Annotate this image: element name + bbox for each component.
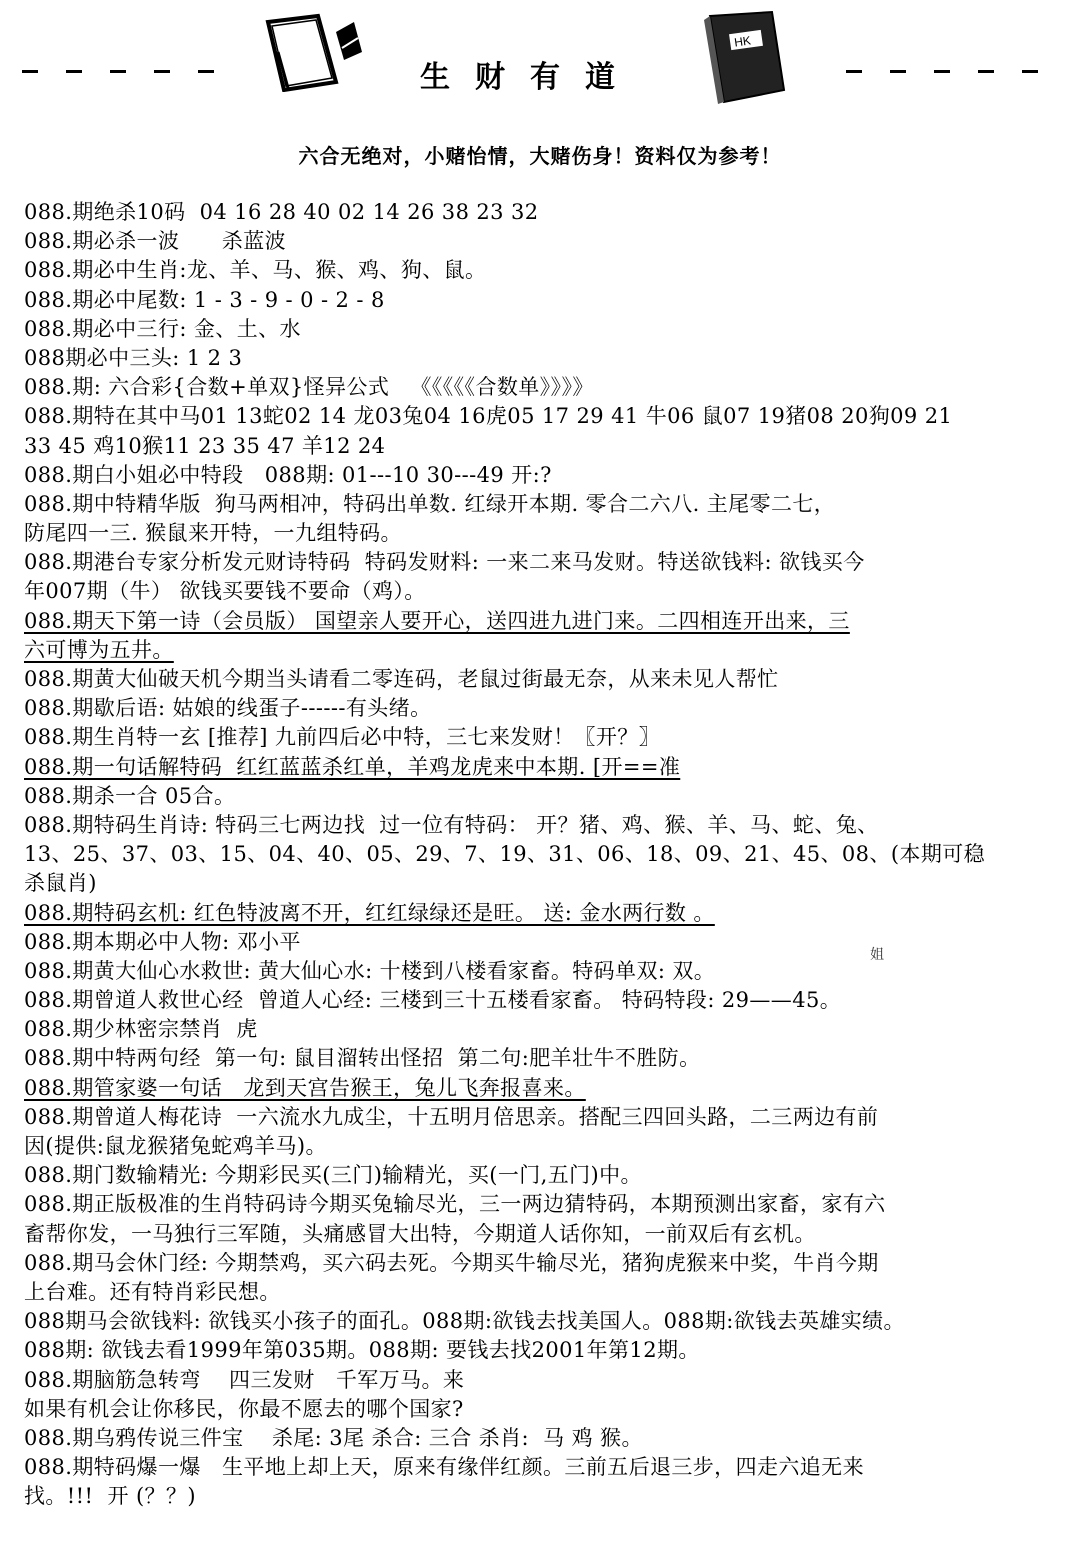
text-line: 088.期白小姐必中特段 088期: 01---10 30---49 开:? [24, 462, 552, 487]
dash-divider [1022, 70, 1038, 73]
text-line: 上台难。还有特肖彩民想。 [24, 1279, 281, 1304]
text-line: 088.期曾道人救世心经 曾道人心经: 三楼到三十五楼看家畜。 特码特段: 29——45。 [24, 988, 842, 1013]
text-line: 因(提供:鼠龙猴猪兔蛇鸡羊马)。 [24, 1134, 327, 1158]
text-line: 088.期特在其中马01 13蛇02 14 龙03兔04 16虎05 17 29 41 牛06 鼠07 19猪08 20狗09 21 [24, 404, 953, 429]
text-line: 088.期乌鸦传说三件宝 杀尾: 3尾 杀合: 三合 杀肖: 马 鸡 猴。 [24, 1425, 643, 1450]
closed-book-icon [700, 10, 790, 105]
text-line: 畜帮你发，一马独行三军随，头痛感冒大出特，今期道人话你知，一前双后有玄机。 [24, 1221, 816, 1246]
text-line: 088.期中特精华版 狗马两相冲，特码出单数. 红绿开本期. 零合二六八. 主尾零二七， [24, 491, 836, 516]
stray-mark: 姐 [870, 947, 884, 963]
text-line: 年007期（牛） 欲钱买要钱不要命（鸡）。 [24, 579, 426, 604]
text-line: 防尾四一三. 猴鼠来开特，一九组特码。 [24, 521, 402, 546]
dash-divider [154, 70, 170, 73]
text-line: 088.期一句话解特码 红红蓝蓝杀红单，羊鸡龙虎来中本期. [开==准 [24, 754, 681, 779]
text-line: 088期: 欲钱去看1999年第035期。088期: 要钱去找2001年第12期。 [24, 1338, 700, 1363]
text-line: 088.期本期必中人物: 邓小平 [24, 929, 301, 954]
book-label: HK [733, 33, 752, 50]
text-line: 088.期少林密宗禁肖 虎 [24, 1017, 258, 1042]
text-line: 088期马会欲钱料: 欲钱买小孩子的面孔。088期:欲钱去找美国人。088期:欲钱去英雄实绩。 [24, 1309, 905, 1334]
text-line: 088.期门数输精光: 今期彩民买(三门)输精光，买(一门,五门)中。 [24, 1163, 642, 1188]
text-line: 088.期正版极准的生肖特码诗今期买兔输尽光，三一两边猜特码，本期预测出家畜，家有六 [24, 1192, 886, 1217]
dash-divider [846, 70, 862, 73]
dash-divider [22, 70, 38, 73]
dash-divider [890, 70, 906, 73]
text-line: 088.期歇后语: 姑娘的线蛋子------有头绪。 [24, 696, 432, 721]
text-line: 088.期天下第一诗（会员版） 国望亲人要开心，送四进九进门来。二四相连开出来，三 [24, 608, 850, 633]
text-line: 088.期必中生肖:龙、羊、马、猴、鸡、狗、鼠。 [24, 258, 487, 283]
text-line: 088.期特码爆一爆 生平地上却上天，原来有缘伴红颜。三前五后退三步，四走六追无来 [24, 1455, 864, 1480]
text-line: 088.期必中三行: 金、土、水 [24, 316, 301, 341]
text-line: 088.期必中尾数: 1 - 3 - 9 - 0 - 2 - 8 [24, 287, 385, 312]
content-list [24, 198, 1044, 1511]
text-line: 088.期: 六合彩{合数+单双}怪异公式 《《《《《合数单》》》》 [24, 375, 594, 400]
text-line: 六可博为五井。 [24, 637, 174, 662]
text-line: 088.期必杀一波 杀蓝波 [24, 229, 287, 254]
text-line: 杀鼠肖) [24, 871, 97, 896]
text-line: 088.期杀一合 05合。 [24, 783, 236, 808]
text-line: 088.期黄大仙破天机今期当头请看二零连码，老鼠过街最无奈，从来未见人帮忙 [24, 667, 779, 691]
text-line: 088.期港台专家分析发元财诗特码 特码发财料: 一来二来马发财。特送欲钱料: 欲钱买今 [24, 550, 865, 575]
text-line: 088.期中特两句经 第一句: 鼠目溜转出怪招 第二句:肥羊壮牛不胜防。 [24, 1046, 701, 1071]
text-line: 088.期黄大仙心水救世: 黄大仙心水: 十楼到八楼看家畜。特码单双: 双。 [24, 958, 716, 983]
dash-divider [110, 70, 126, 73]
text-line: 088.期曾道人梅花诗 一六流水九成尘，十五明月倍思亲。搭配三四回头路，二三两边有前 [24, 1104, 879, 1129]
text-line: 088.期生肖特一玄 [推荐] 九前四后必中特，三七来发财！〖开？〗 [24, 725, 661, 750]
page-title: 生财有道 [420, 60, 640, 95]
dash-divider [978, 70, 994, 73]
text-line: 13、25、37、03、15、04、40、05、29、7、19、31、06、18、09、21、45、08、(本期可稳 [24, 842, 986, 867]
dash-divider [66, 70, 82, 73]
disclaimer: 六合无绝对，小赌怡情，大赌伤身！资料仅为参考！ [298, 144, 782, 168]
text-line: 088.期管家婆一句话 龙到天宫告猴王，兔儿飞奔报喜来。 [24, 1075, 586, 1100]
header [0, 0, 1080, 120]
text-line: 088.期脑筋急转弯 四三发财 千军万马。来 [24, 1367, 465, 1392]
text-line: 找。!!! 开 (？？) [24, 1484, 196, 1509]
text-line: 088.期特码生肖诗: 特码三七两边找 过一位有特码： 开？猪、鸡、猴、羊、马、蛇、兔、 [24, 812, 879, 837]
text-line: 088.期绝杀10码 04 16 28 40 02 14 26 38 23 32 [24, 200, 539, 224]
text-line: 如果有机会让你移民，你最不愿去的哪个国家? [24, 1396, 464, 1421]
dash-divider [934, 70, 950, 73]
text-line: 088.期特码玄机: 红色特波离不开，红红绿绿还是旺。 送: 金水两行数 。 [24, 900, 715, 925]
dash-divider [198, 70, 214, 73]
text-line: 33 45 鸡10猴11 23 35 47 羊12 24 [24, 433, 386, 458]
open-book-icon [258, 12, 368, 92]
text-line: 088.期马会休门经: 今期禁鸡，买六码去死。今期买牛输尽光，猪狗虎猴来中奖，牛肖今期 [24, 1250, 879, 1275]
text-line: 088期必中三头: 1 2 3 [24, 345, 243, 370]
